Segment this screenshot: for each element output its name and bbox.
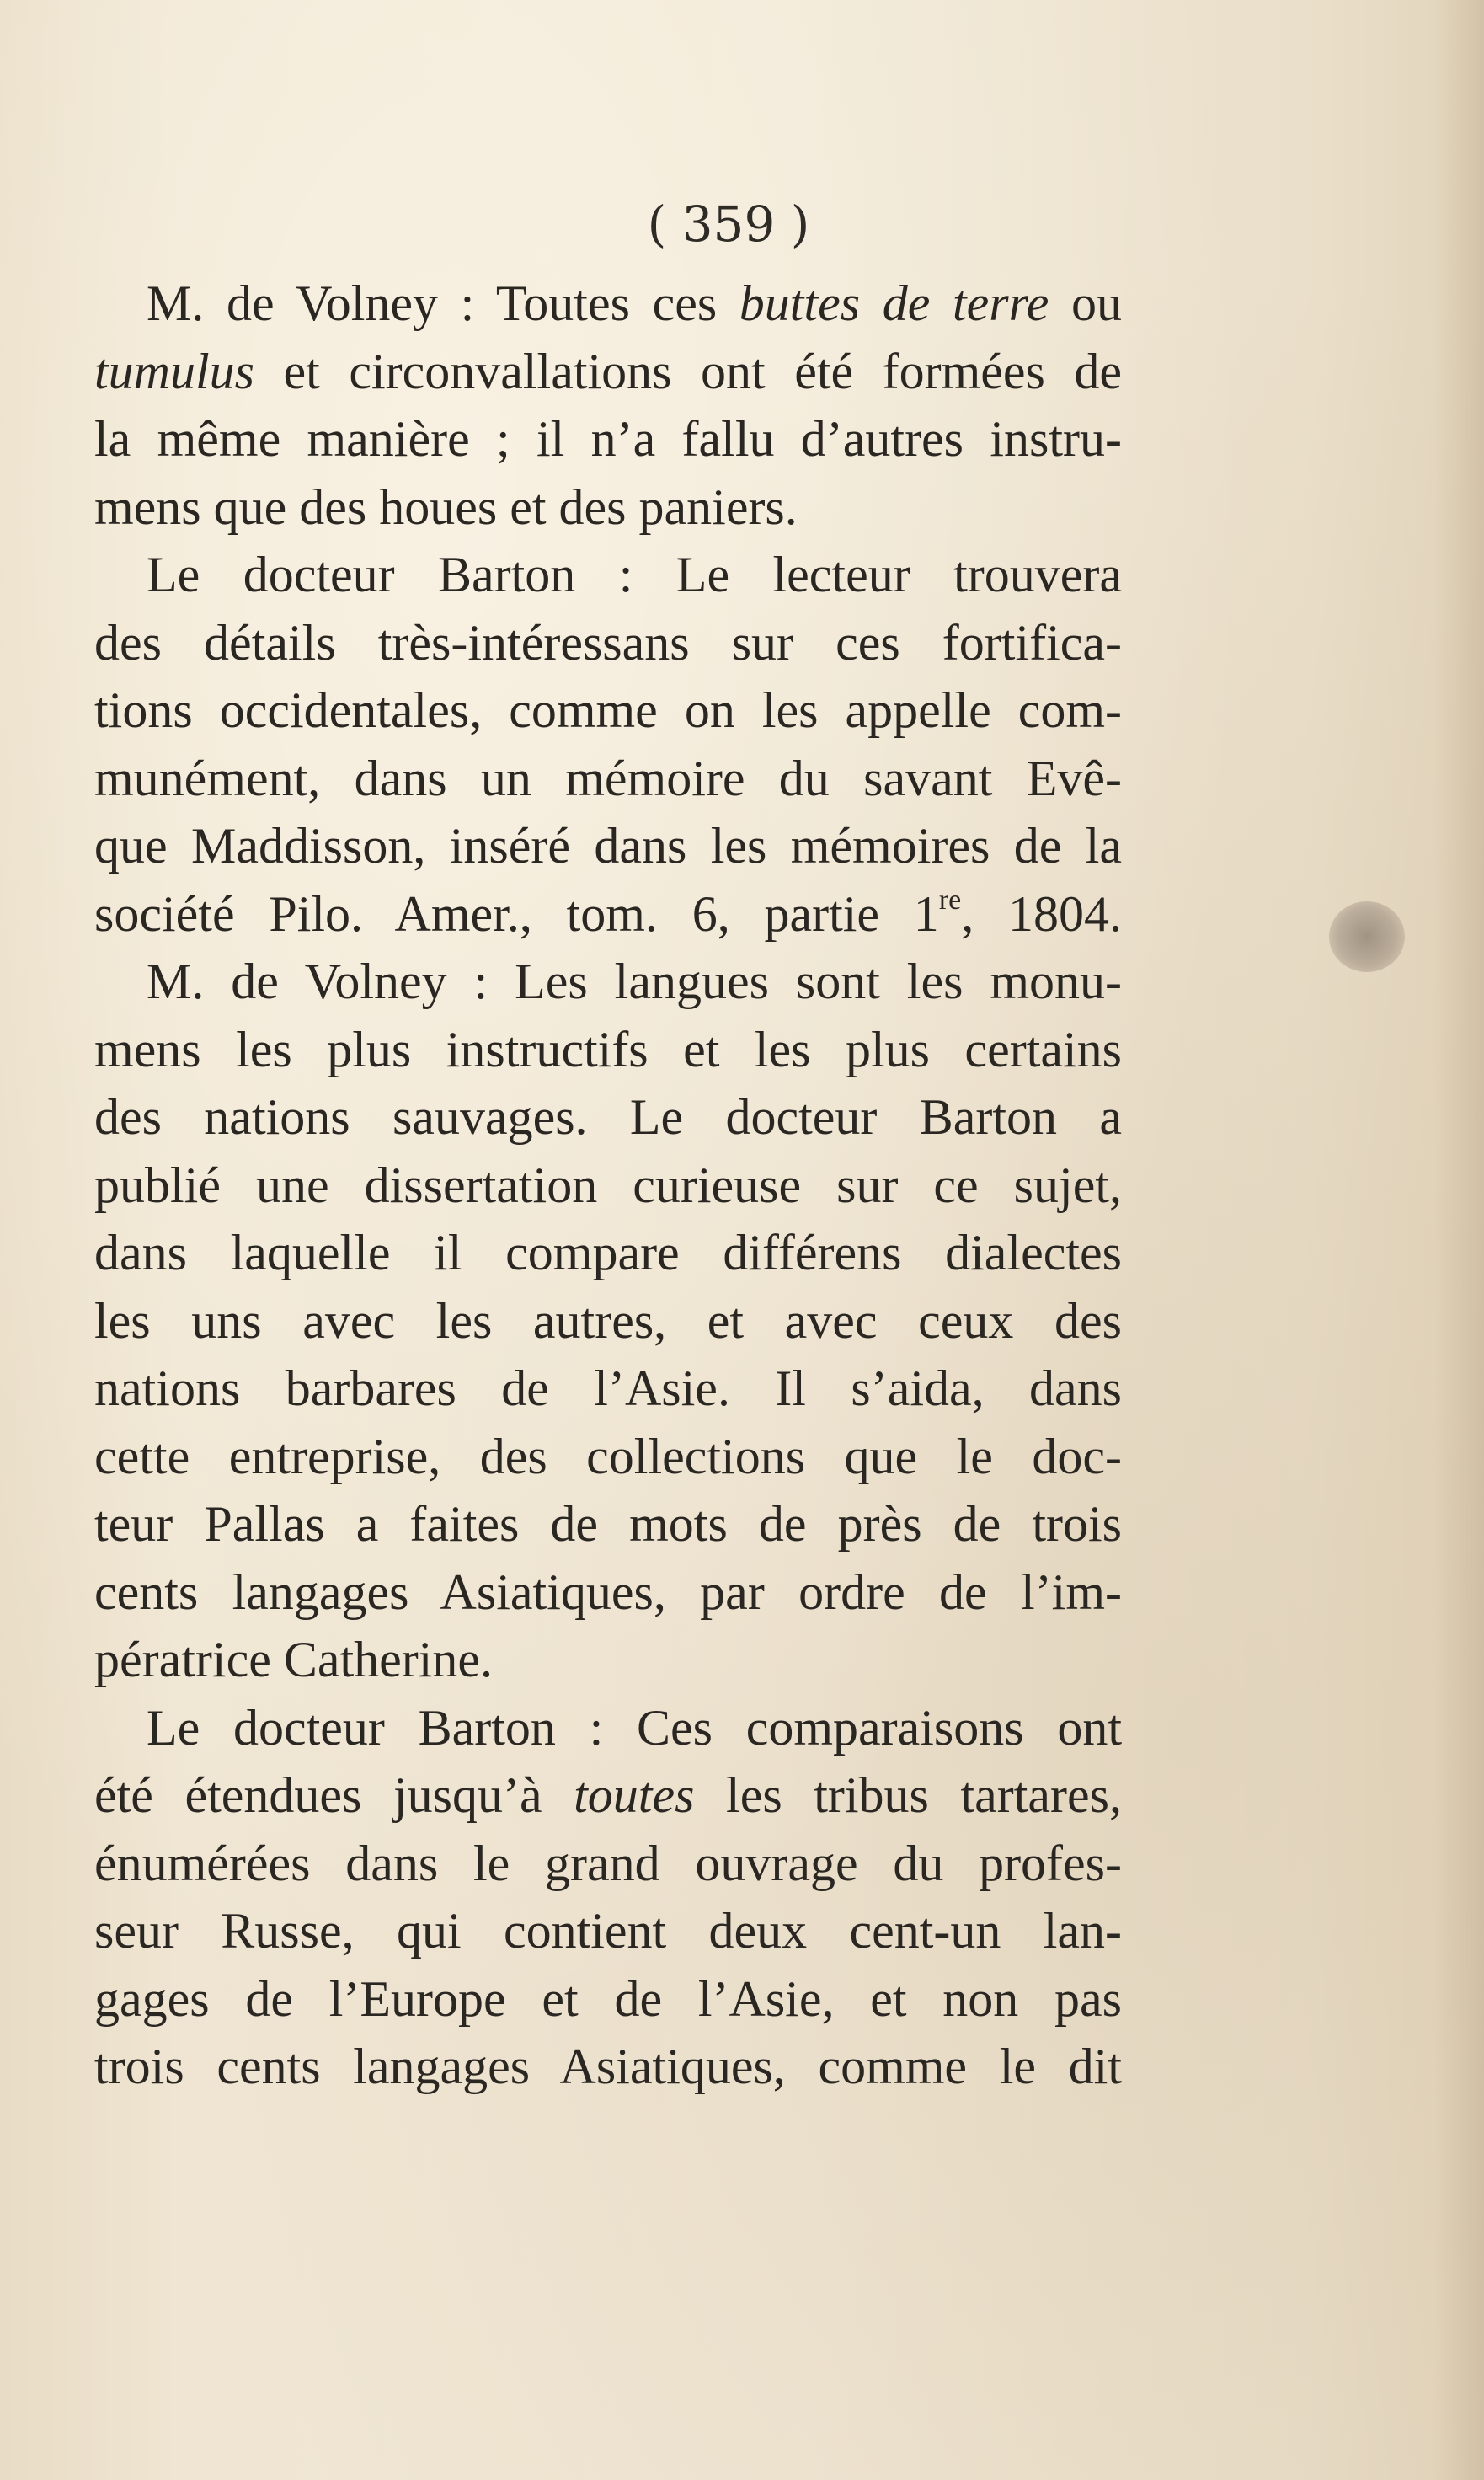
text-line: la même manière ; il n’a fallu d’autres instru- xyxy=(94,411,1122,467)
text-line: mens les plus instructifs et les plus certains xyxy=(94,1021,1122,1077)
text-line: que Maddisson, inséré dans les mémoires de la xyxy=(94,818,1122,874)
text-line: Le docteur Barton : Ces comparaisons ont xyxy=(147,1699,1122,1756)
text-line: société Pilo. Amer., tom. 6, partie 1re, 1804. xyxy=(94,884,1123,942)
text-line: pératrice Catherine. xyxy=(94,1632,494,1687)
text-line: tions occidentales, comme on les appelle com- xyxy=(94,682,1122,738)
page-number: ( 359 ) xyxy=(647,195,810,253)
page-edge-shadow xyxy=(1433,0,1484,2480)
text-line: M. de Volney : Toutes ces buttes de terre ou xyxy=(147,275,1123,331)
text-line: été étendues jusqu’à toutes les tribus tartares, xyxy=(94,1767,1122,1823)
text-line: tumulus et circonvallations ont été formées de xyxy=(94,343,1122,399)
text-line: énumérées dans le grand ouvrage du profes- xyxy=(94,1835,1122,1891)
text-line: publié une dissertation curieuse sur ce sujet, xyxy=(94,1157,1122,1213)
text-line: munément, dans un mémoire du savant Evê- xyxy=(94,750,1122,806)
text-line: M. de Volney : Les langues sont les monu- xyxy=(147,954,1122,1009)
text-line: cents langages Asiatiques, par ordre de l’im- xyxy=(94,1563,1122,1620)
text-line: Le docteur Barton : Le lecteur trouvera xyxy=(147,547,1122,602)
text-line: des détails très-intéressans sur ces fortifica- xyxy=(94,614,1122,671)
text-line: cette entreprise, des collections que le doc- xyxy=(94,1428,1122,1484)
text-line: trois cents langages Asiatiques, comme le dit xyxy=(94,2039,1122,2094)
text-line: dans laquelle il compare différens dialectes xyxy=(94,1225,1122,1280)
paper-stain xyxy=(1329,901,1405,972)
text-line: des nations sauvages. Le docteur Barton a xyxy=(94,1089,1122,1145)
text-line: seur Russe, qui contient deux cent-un lan- xyxy=(94,1903,1122,1959)
text-line: nations barbares de l’Asie. Il s’aida, dans xyxy=(94,1360,1122,1416)
body-text xyxy=(94,270,1122,2101)
text-line: gages de l’Europe et de l’Asie, et non pas xyxy=(94,1970,1122,2027)
text-line: les uns avec les autres, et avec ceux des xyxy=(94,1292,1122,1349)
text-line: mens que des houes et des paniers. xyxy=(94,478,798,535)
text-line: teur Pallas a faites de mots de près de trois xyxy=(94,1496,1122,1552)
